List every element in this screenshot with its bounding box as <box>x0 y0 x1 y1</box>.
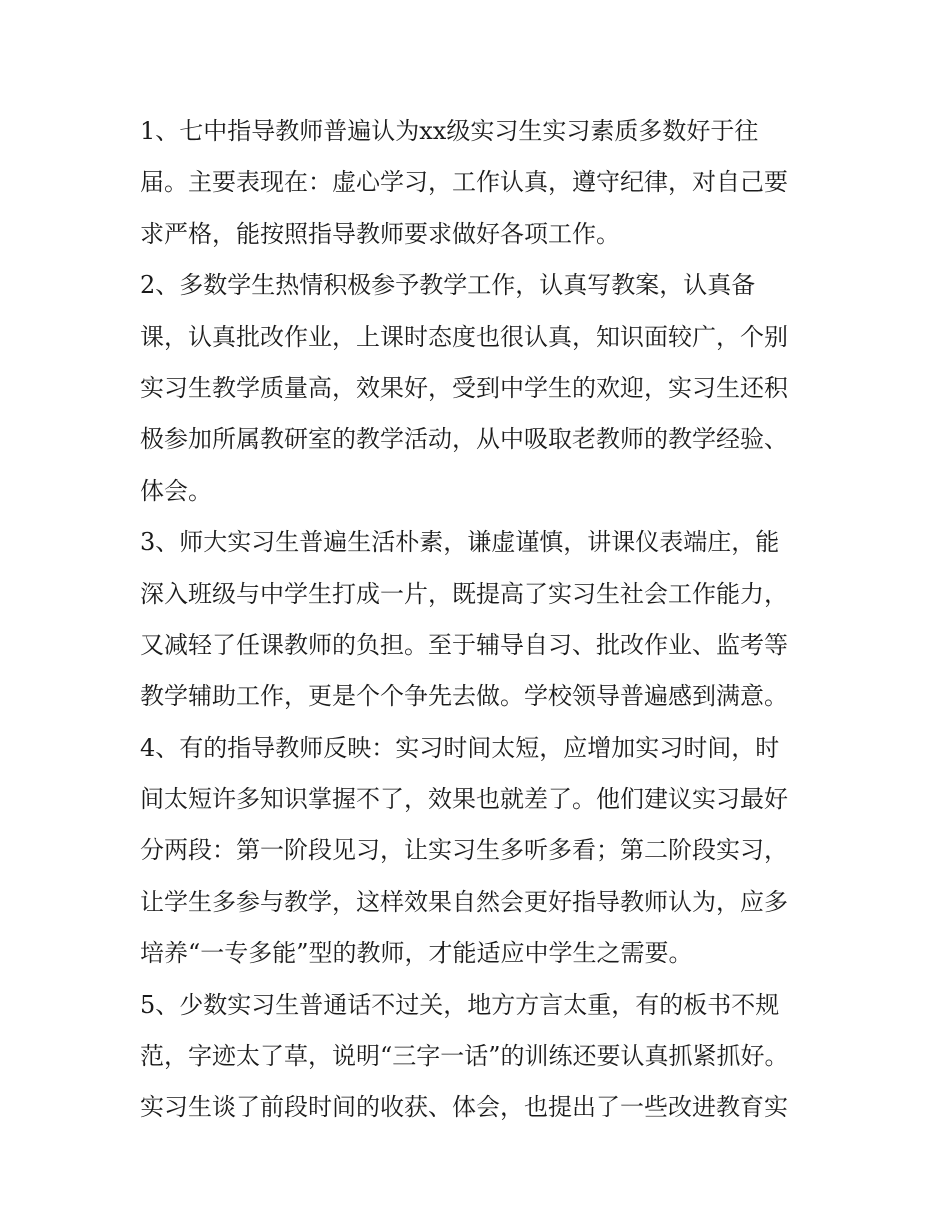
text-line: 实习生教学质量高，效果好，受到中学生的欢迎，实习生还积 <box>140 373 788 402</box>
text-line: 培养“一专多能”型的教师，才能适应中学生之需要。 <box>140 939 693 968</box>
text-line: 教学辅助工作，更是个个争先去做。学校领导普遍感到满意。 <box>140 682 788 711</box>
text-line: 届。主要表现在：虚心学习，工作认真，遵守纪律，对自己要 <box>140 168 788 197</box>
text-line: 5、少数实习生普通话不过关，地方方言太重，有的板书不规 <box>140 990 780 1019</box>
text-line: 求严格，能按照指导教师要求做好各项工作。 <box>140 219 620 248</box>
text-line: 实习生谈了前段时间的收获、体会，也提出了一些改进教育实 <box>140 1093 788 1122</box>
text-line: 3、师大实习生普遍生活朴素，谦虚谨慎，讲课仪表端庄，能 <box>140 528 780 557</box>
text-line: 1、七中指导教师普遍认为xx级实习生实习素质多数好于往 <box>140 117 759 145</box>
text-line: 让学生多参与教学，这样效果自然会更好指导教师认为，应多 <box>140 887 788 916</box>
text-line: 体会。 <box>140 476 212 505</box>
text-line: 极参加所属教研室的教学活动，从中吸取老教师的教学经验、 <box>140 425 788 454</box>
text-line: 又减轻了任课教师的负担。至于辅导自习、批改作业、监考等 <box>140 630 788 659</box>
text-line: 4、有的指导教师反映：实习时间太短，应增加实习时间，时 <box>140 733 780 762</box>
document-body <box>140 106 820 1134</box>
text-line: 课，认真批改作业，上课时态度也很认真，知识面较广，个别 <box>140 322 788 351</box>
text-line: 2、多数学生热情积极参予教学工作，认真写教案，认真备 <box>140 271 756 300</box>
text-line: 深入班级与中学生打成一片，既提高了实习生社会工作能力， <box>140 579 788 608</box>
text-line: 间太短许多知识掌握不了，效果也就差了。他们建议实习最好 <box>140 785 788 814</box>
text-line: 范，字迹太了草，说明“三字一话”的训练还要认真抓紧抓好。 <box>140 1042 789 1071</box>
text-line: 分两段：第一阶段见习，让实习生多听多看；第二阶段实习， <box>140 836 788 865</box>
